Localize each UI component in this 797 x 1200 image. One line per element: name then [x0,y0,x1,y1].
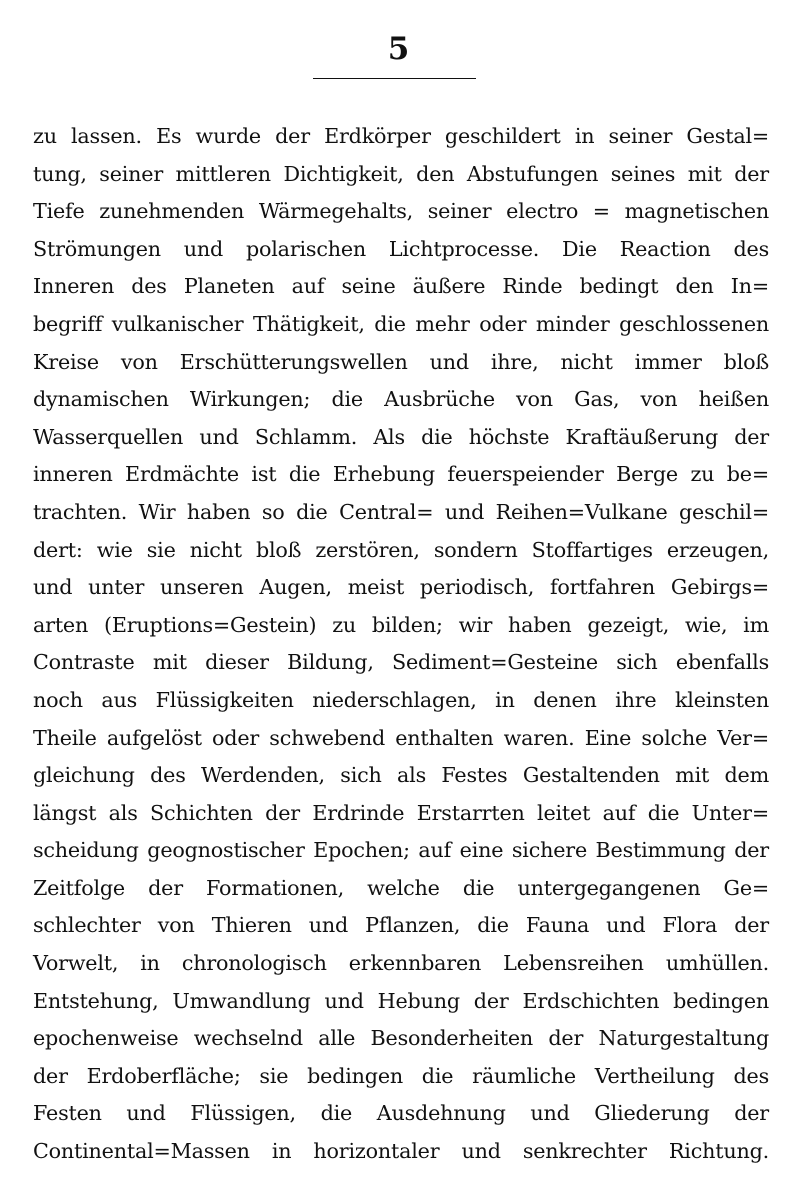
text-line: Tiefe zunehmenden Wärmegehalts, seiner electro = magnetischen [33,199,769,224]
page-number: 5 [387,31,410,67]
text-line: Strömungen und polarischen Lichtprocesse. Die Reaction des [33,236,769,261]
text-line: und unter unseren Augen, meist periodisch, fortfahren Gebirgs= [33,575,769,600]
text-line: scheidung geognostischer Epochen; auf eine sichere Bestimmung der [33,838,769,863]
text-line: noch aus Flüssigkeiten niederschlagen, in denen ihre kleinsten [33,687,769,712]
header-rule [313,78,476,79]
text-line: gleichung des Werdenden, sich als Festes Gestaltenden mit dem [33,763,769,788]
text-line: tung, seiner mittleren Dichtigkeit, den Abstufungen seines mit der [33,161,769,186]
text-line: Continental=Massen in horizontaler und senkrechter Richtung. [33,1139,769,1164]
text-line: der Erdoberfläche; sie bedingen die räumliche Vertheilung des [33,1063,769,1088]
text-line: Zeitfolge der Formationen, welche die untergegangenen Ge= [33,875,769,900]
text-line: Theile aufgelöst oder schwebend enthalten waren. Eine solche Ver= [33,725,769,750]
text-line: Kreise von Erschütterungswellen und ihre, nicht immer bloß [33,349,769,374]
text-line: Contraste mit dieser Bildung, Sediment=Gesteine sich ebenfalls [33,650,769,675]
text-line: Inneren des Planeten auf seine äußere Rinde bedingt den In= [33,274,769,299]
text-line: Wasserquellen und Schlamm. Als die höchste Kraftäußerung der [33,424,769,449]
text-line: epochenweise wechselnd alle Besonderheiten der Naturgestaltung [33,1026,769,1051]
text-line: Festen und Flüssigen, die Ausdehnung und Gliederung der [33,1101,769,1126]
body-text [33,118,769,1171]
text-line: Entstehung, Umwandlung und Hebung der Erdschichten bedingen [33,988,769,1013]
text-line: inneren Erdmächte ist die Erhebung feuerspeiender Berge zu be= [33,462,769,487]
text-line: trachten. Wir haben so die Central= und Reihen=Vulkane geschil= [33,499,769,524]
text-line: schlechter von Thieren und Pflanzen, die Fauna und Flora der [33,913,769,938]
text-line: dynamischen Wirkungen; die Ausbrüche von Gas, von heißen [33,387,769,412]
text-line: Vorwelt, in chronologisch erkennbaren Lebensreihen umhüllen. [33,951,769,976]
text-line: längst als Schichten der Erdrinde Erstarrten leitet auf die Unter= [33,800,769,825]
text-line: begriff vulkanischer Thätigkeit, die mehr oder minder geschlossenen [33,311,769,336]
text-line: dert: wie sie nicht bloß zerstören, sondern Stoffartiges erzeugen, [33,537,769,562]
text-line: zu lassen. Es wurde der Erdkörper geschildert in seiner Gestal= [33,124,769,148]
text-line: arten (Eruptions=Gestein) zu bilden; wir haben gezeigt, wie, im [33,612,769,637]
